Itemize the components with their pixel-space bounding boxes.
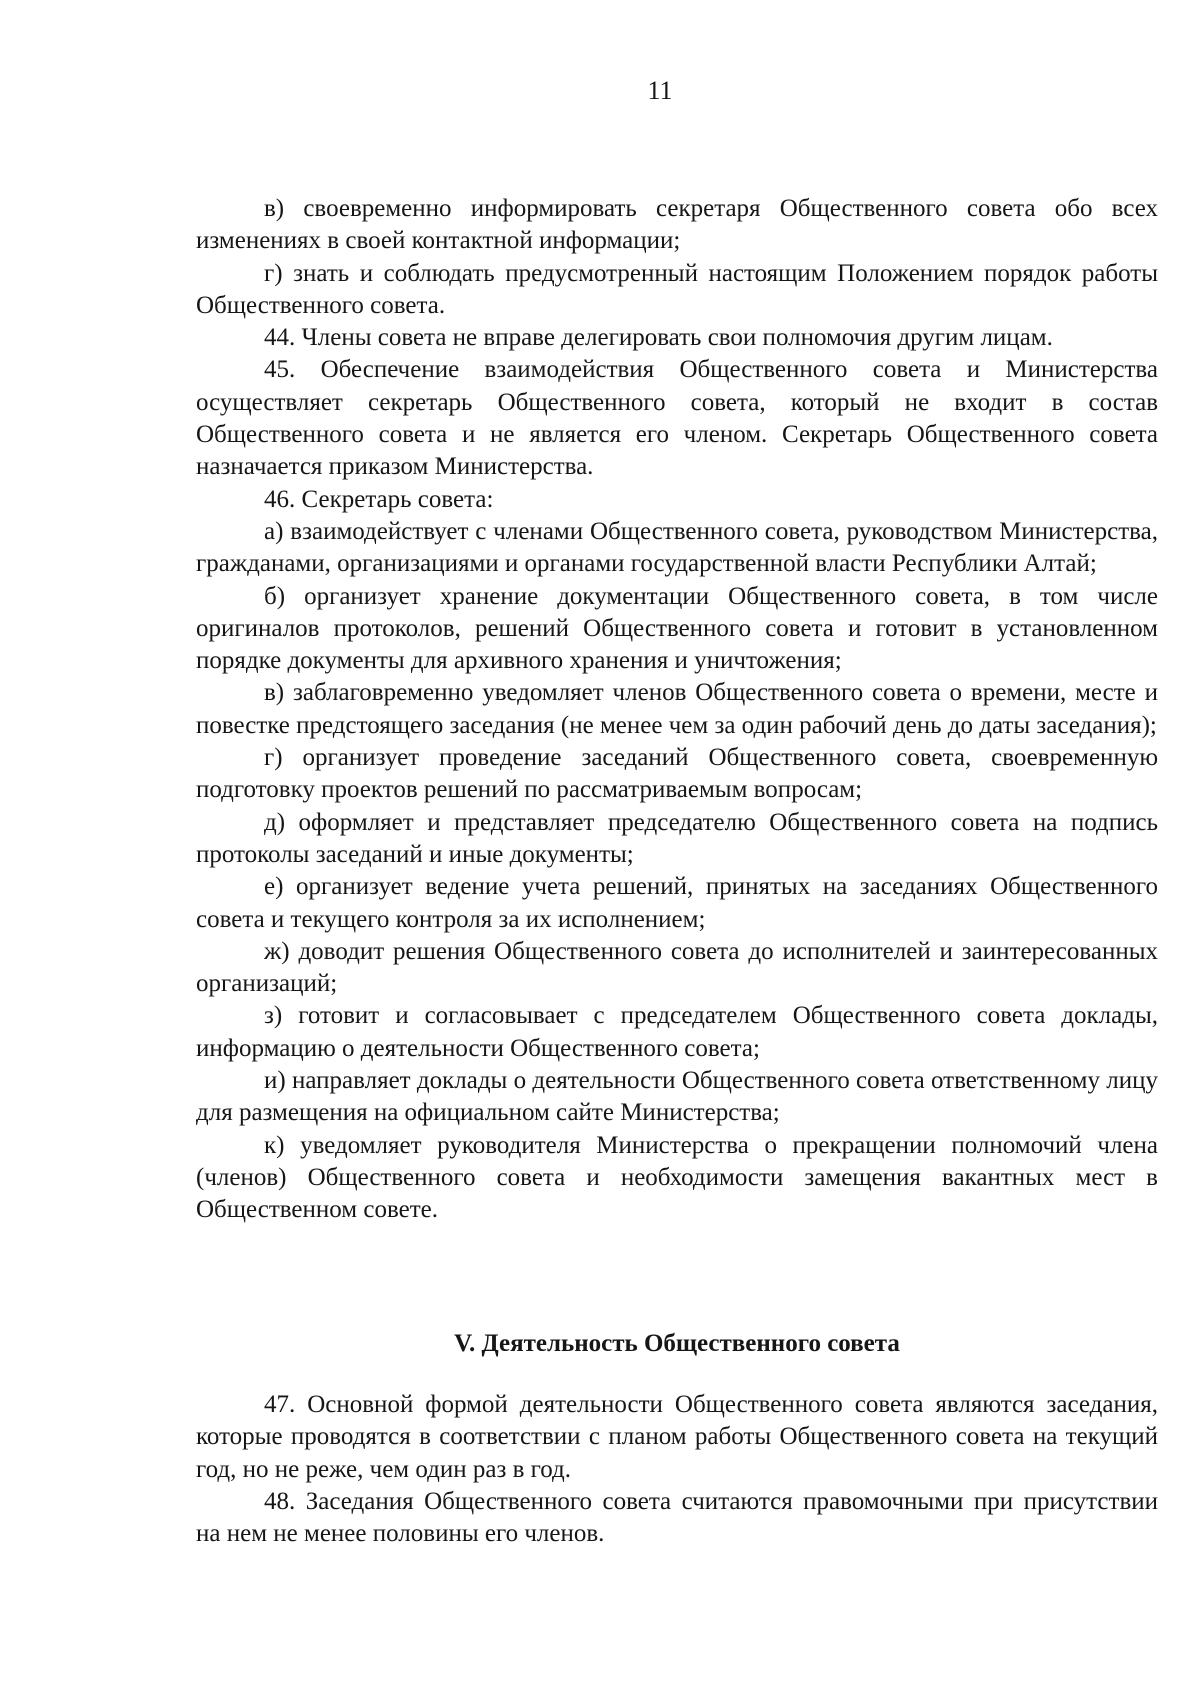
paragraph-46-a: а) взаимодействует с членами Общественного совета, руководством Министерства, гражданами, организациями и органами государственной власти Республики Алтай;	[196, 517, 1158, 578]
paragraph-44: 44. Члены совета не вправе делегировать свои полномочия другим лицам.	[264, 324, 1053, 352]
paragraph-46: 46. Секретарь совета:	[264, 485, 494, 513]
paragraph-46-i: и) направляет доклады о деятельности Общественного совета ответственному лицу для размещения на официальном сайте Министерства;	[196, 1067, 1158, 1127]
section-body	[196, 1389, 1158, 1550]
paragraph-48: 48. Заседания Общественного совета считаются правомочными при присутствии на нем не менее половины его членов.	[196, 1487, 1158, 1548]
paragraph-item-v: в) своевременно информировать секретаря Общественного совета обо всех изменениях в своей контактной информации;	[196, 195, 1158, 255]
paragraph-46-b: б) организует хранение документации Общественного совета, в том числе оригиналов протоколов, решений Общественного совета и готовит в установленном порядке документы для архивного хранения и уничтожения;	[196, 582, 1158, 675]
paragraph-46-g: г) организует проведение заседаний Общественного совета, своевременную подготовку проектов решений по рассматриваемым вопросам;	[196, 744, 1158, 804]
paragraph-46-z: з) готовит и согласовывает с председателем Общественного совета доклады, информацию о деятельности Общественного совета;	[196, 1002, 1158, 1062]
page-number: 11	[647, 76, 673, 105]
section-title: V. Деятельность Общественного совета	[454, 1330, 900, 1357]
document-body	[196, 193, 1158, 1227]
paragraph-46-zh: ж) доводит решения Общественного совета до исполнителей и заинтересованных организаций;	[196, 937, 1158, 998]
paragraph-46-e: е) организует ведение учета решений, принятых на заседаниях Общественного совета и текущего контроля за их исполнением;	[196, 873, 1158, 933]
paragraph-46-k: к) уведомляет руководителя Министерства о прекращении полномочий члена (членов) Общественного совета и необходимости замещения вакантных мест в Общественном совете.	[196, 1131, 1158, 1224]
paragraph-45: 45. Обеспечение взаимодействия Общественного совета и Министерства осуществляет секретарь Общественного совета, который не входит в состав Общественного совета и не является его членом. Секретарь Общественного совета назначается приказом Министерства.	[196, 356, 1158, 481]
paragraph-46-d: д) оформляет и представляет председателю Общественного совета на подпись протоколы заседаний и иные документы;	[196, 808, 1158, 868]
paragraph-47: 47. Основной формой деятельности Общественного совета являются заседания, которые проводятся в соответствии с планом работы Общественного совета на текущий год, но не реже, чем один раз в год.	[196, 1391, 1158, 1483]
paragraph-item-g: г) знать и соблюдать предусмотренный настоящим Положением порядок работы Общественного совета.	[196, 259, 1158, 319]
paragraph-46-v: в) заблаговременно уведомляет членов Общественного совета о времени, месте и повестке предстоящего заседания (не менее чем за один рабочий день до даты заседания);	[196, 679, 1158, 739]
